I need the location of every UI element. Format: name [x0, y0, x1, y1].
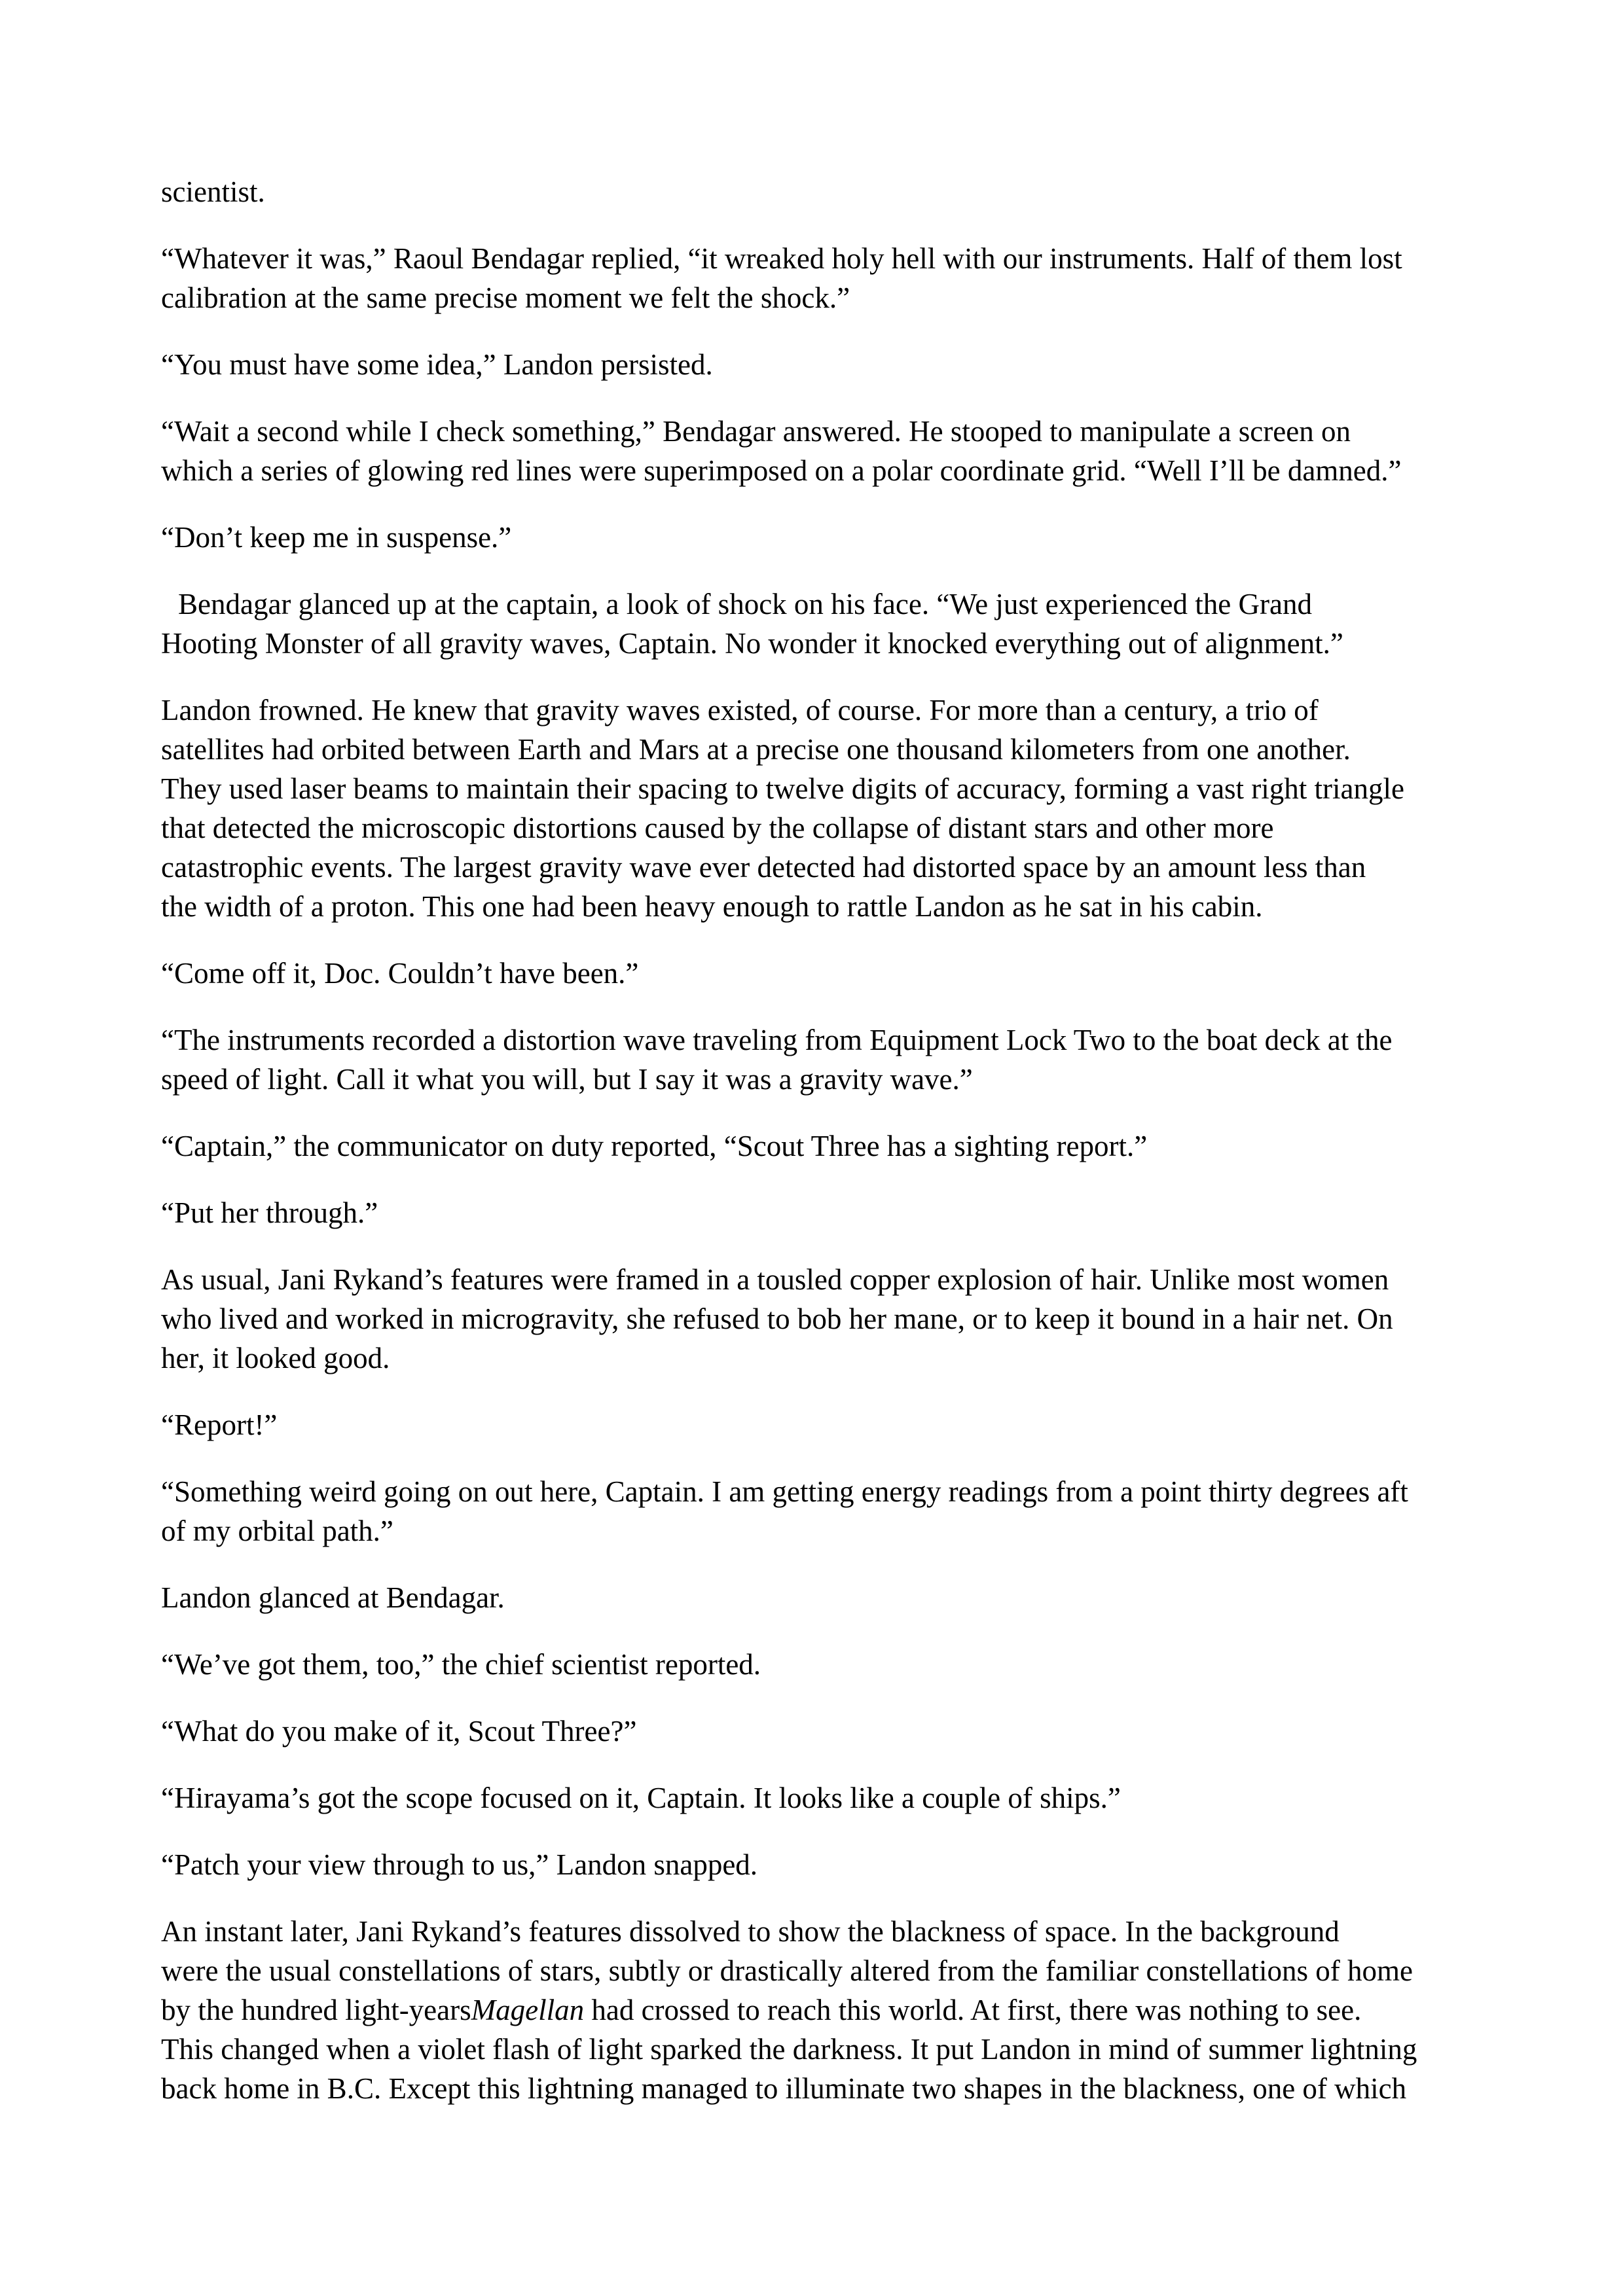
paragraph	[161, 1778, 1477, 1818]
text-line	[161, 2069, 1477, 2108]
text-run: “You must have some idea,” Landon persisted.	[161, 348, 713, 381]
paragraph	[161, 1020, 1477, 1099]
paragraph	[161, 1260, 1477, 1378]
text-line	[161, 172, 1477, 211]
text-run: “Patch your view through to us,” Landon snapped.	[161, 1848, 758, 1881]
text-line	[161, 1578, 1477, 1617]
text-run: who lived and worked in microgravity, she refused to bob her mane, or to keep it bound in a hair net. On	[161, 1302, 1393, 1335]
text-line	[161, 1990, 1477, 2030]
text-run: “Come off it, Doc. Couldn’t have been.”	[161, 957, 639, 990]
text-run: Landon glanced at Bendagar.	[161, 1581, 505, 1614]
text-run: her, it looked good.	[161, 1342, 390, 1374]
text-line	[161, 278, 1477, 317]
text-line	[161, 954, 1477, 993]
paragraph	[161, 345, 1477, 384]
text-run: calibration at the same precise moment we felt the shock.”	[161, 281, 850, 314]
text-line	[161, 345, 1477, 384]
text-line	[161, 1405, 1477, 1444]
text-line	[161, 769, 1477, 808]
paragraph	[161, 1645, 1477, 1684]
text-line	[161, 624, 1477, 663]
text-line	[161, 691, 1477, 730]
text-line	[161, 1472, 1477, 1511]
text-run: “Wait a second while I check something,” Bendagar answered. He stooped to manipulate a screen on	[161, 415, 1351, 448]
paragraph	[161, 1578, 1477, 1617]
text-line	[161, 2030, 1477, 2069]
paragraph	[161, 1912, 1477, 2108]
text-line	[161, 1338, 1477, 1378]
text-run: This changed when a violet flash of light sparked the darkness. It put Landon in mind of summer lightning	[161, 2033, 1417, 2066]
text-run: An instant later, Jani Rykand’s features dissolved to show the blackness of space. In the background	[161, 1915, 1340, 1948]
text-run: “Something weird going on out here, Captain. I am getting energy readings from a point thirty degrees aft	[161, 1475, 1408, 1508]
text-run: “Hirayama’s got the scope focused on it, Captain. It looks like a couple of ships.”	[161, 1782, 1121, 1814]
text-line	[161, 239, 1477, 278]
text-line	[161, 1645, 1477, 1684]
text-line	[161, 1060, 1477, 1099]
paragraph	[161, 1405, 1477, 1444]
text-line	[161, 1912, 1477, 1951]
text-run: “Captain,” the communicator on duty reported, “Scout Three has a sighting report.”	[161, 1130, 1148, 1162]
italic-text-run: Magellan	[471, 1994, 585, 2026]
text-line	[161, 1951, 1477, 1990]
paragraph	[161, 1472, 1477, 1551]
text-run: of my orbital path.”	[161, 1515, 393, 1547]
text-run: “What do you make of it, Scout Three?”	[161, 1715, 637, 1748]
text-line	[161, 584, 1477, 624]
text-run: “Put her through.”	[161, 1196, 378, 1229]
text-run: satellites had orbited between Earth and Mars at a precise one thousand kilometers from one another.	[161, 733, 1351, 766]
text-run: had crossed to reach this world. At first, there was nothing to see.	[584, 1994, 1362, 2026]
text-line	[161, 1260, 1477, 1299]
paragraph	[161, 1126, 1477, 1166]
text-line	[161, 730, 1477, 769]
text-run: “We’ve got them, too,” the chief scientist reported.	[161, 1648, 761, 1681]
text-line	[161, 1126, 1477, 1166]
text-run: by the hundred light-years	[161, 1994, 471, 2026]
text-run: As usual, Jani Rykand’s features were framed in a tousled copper explosion of hair. Unlike most women	[161, 1263, 1389, 1296]
text-line	[161, 1299, 1477, 1338]
text-run: “The instruments recorded a distortion wave traveling from Equipment Lock Two to the boat deck at the	[161, 1024, 1393, 1056]
paragraph	[161, 239, 1477, 317]
text-run: “Don’t keep me in suspense.”	[161, 521, 512, 554]
text-line	[161, 887, 1477, 926]
text-run: were the usual constellations of stars, subtly or drastically altered from the familiar constellations of home	[161, 1954, 1413, 1987]
paragraph	[161, 1845, 1477, 1884]
paragraph	[161, 518, 1477, 557]
paragraph	[161, 412, 1477, 490]
text-run: catastrophic events. The largest gravity wave ever detected had distorted space by an amount less than	[161, 851, 1366, 884]
paragraph	[161, 1712, 1477, 1751]
text-line	[161, 1511, 1477, 1551]
paragraph	[161, 1193, 1477, 1232]
paragraph	[161, 954, 1477, 993]
text-run: Hooting Monster of all gravity waves, Captain. No wonder it knocked everything out of alignment.”	[161, 627, 1343, 660]
text-line	[161, 1193, 1477, 1232]
text-run: back home in B.C. Except this lightning managed to illuminate two shapes in the blackness, one of which	[161, 2072, 1407, 2105]
text-line	[161, 451, 1477, 490]
text-line	[161, 808, 1477, 848]
text-line	[161, 412, 1477, 451]
paragraph	[161, 691, 1477, 926]
text-run: “Report!”	[161, 1408, 278, 1441]
paragraph	[161, 172, 1477, 211]
text-line	[161, 848, 1477, 887]
text-run: They used laser beams to maintain their spacing to twelve digits of accuracy, forming a vast right triangle	[161, 772, 1404, 805]
text-line	[161, 1712, 1477, 1751]
text-line	[161, 518, 1477, 557]
text-line	[161, 1778, 1477, 1818]
text-run: which a series of glowing red lines were superimposed on a polar coordinate grid. “Well I’ll be damned.”	[161, 454, 1402, 487]
text-run: scientist.	[161, 175, 265, 208]
page-text	[161, 172, 1477, 2136]
text-run: speed of light. Call it what you will, but I say it was a gravity wave.”	[161, 1063, 973, 1096]
text-line	[161, 1020, 1477, 1060]
text-run: Bendagar glanced up at the captain, a look of shock on his face. “We just experienced the Grand	[178, 588, 1312, 620]
text-run: Landon frowned. He knew that gravity waves existed, of course. For more than a century, a trio of	[161, 694, 1319, 726]
text-run: “Whatever it was,” Raoul Bendagar replied, “it wreaked holy hell with our instruments. Half of them lost	[161, 242, 1402, 275]
text-run: the width of a proton. This one had been heavy enough to rattle Landon as he sat in his cabin.	[161, 890, 1263, 923]
text-line	[161, 1845, 1477, 1884]
text-run: that detected the microscopic distortions caused by the collapse of distant stars and other more	[161, 812, 1274, 844]
paragraph	[161, 584, 1477, 663]
